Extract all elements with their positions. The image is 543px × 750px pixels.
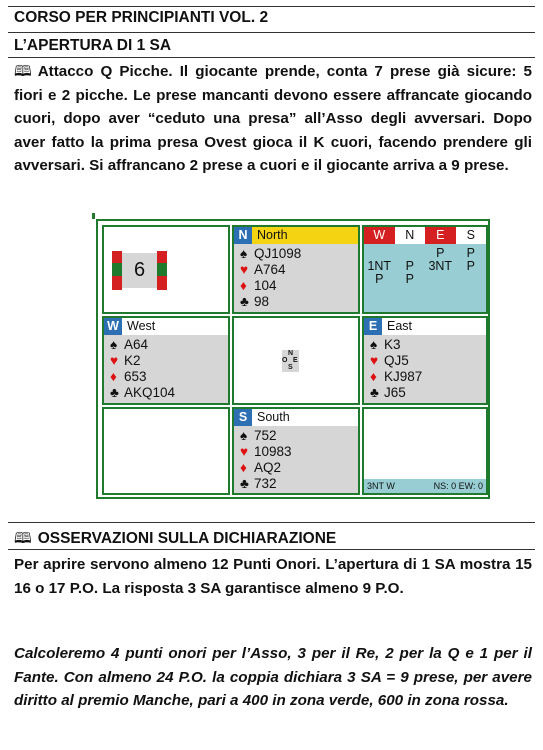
west-hearts	[110, 353, 141, 369]
west-diamonds	[110, 369, 147, 385]
north-dir: N	[234, 227, 252, 244]
club-icon: ♣	[110, 385, 119, 400]
bidding-box	[362, 225, 488, 314]
diamond-icon: ♦	[370, 369, 377, 384]
bid-cell: 1NT	[367, 259, 392, 273]
north-tag	[234, 227, 358, 244]
heart-icon: ♥	[240, 262, 249, 277]
intro-paragraph	[14, 60, 532, 178]
west-diamonds-cards: 653	[124, 369, 147, 384]
score-label: NS: 0 EW: 0	[433, 481, 483, 491]
heart-icon: ♥	[240, 444, 249, 459]
bidding-header	[364, 227, 486, 244]
south-clubs-cards: 732	[254, 476, 277, 491]
west-dir: W	[104, 318, 122, 335]
west-name: West	[127, 319, 156, 333]
bid-col-s: S	[466, 228, 475, 242]
bid-col-n: N	[405, 228, 415, 242]
west-clubs	[110, 385, 175, 401]
east-clubs-cards: J65	[384, 385, 406, 400]
diamond-icon: ♦	[110, 369, 117, 384]
compass-icon	[282, 350, 299, 372]
compass-e: E	[293, 357, 298, 364]
club-icon: ♣	[370, 385, 379, 400]
heart-icon: ♥	[370, 353, 379, 368]
east-name: East	[387, 319, 413, 333]
north-diamonds	[240, 278, 277, 294]
north-hearts	[240, 262, 286, 278]
east-hearts	[370, 353, 409, 369]
bid-row	[364, 273, 486, 286]
bid-cell: P	[436, 246, 445, 260]
west-hearts-cards: K2	[124, 353, 141, 368]
west-spades	[110, 337, 148, 353]
south-spades	[240, 428, 277, 444]
bid-cell: 3NT	[428, 259, 453, 273]
east-spades-cards: K3	[384, 337, 401, 352]
compass-n: N	[288, 350, 294, 357]
west-clubs-cards: AKQ104	[124, 385, 176, 400]
open-book-icon: 🕮	[14, 63, 32, 80]
bid-cell	[425, 273, 456, 286]
section2-paragraph-1: Per aprire servono almeno 12 Punti Onori. L’apertura di 1 SA mostra 15 16 o 17 P.O. La risposta 3 SA garantisce almeno 9 P.O.	[14, 556, 532, 597]
result-cell	[362, 407, 488, 495]
east-tag	[364, 318, 486, 335]
bid-cell	[456, 273, 487, 286]
bid-cell: P	[466, 246, 475, 260]
south-tag	[234, 409, 358, 426]
north-spades-cards: QJ1098	[254, 246, 302, 261]
south-dir: S	[234, 409, 252, 426]
club-icon: ♣	[240, 476, 249, 491]
compass-w: O	[282, 357, 288, 364]
south-hearts-cards: 10983	[254, 444, 292, 459]
bridge-deal-diagram	[92, 213, 498, 500]
north-hearts-cards: A764	[254, 262, 286, 277]
spade-icon: ♠	[370, 337, 378, 352]
bid-cell: P	[405, 272, 414, 286]
contract-status-bar	[364, 479, 486, 493]
bid-cell: P	[375, 272, 384, 286]
section2-bottom-rule	[8, 549, 535, 550]
spade-icon: ♠	[240, 428, 248, 443]
spade-icon: ♠	[240, 246, 248, 261]
club-icon: ♣	[240, 294, 249, 309]
open-book-icon: 🕮	[14, 530, 32, 547]
green-tab-right	[157, 263, 167, 276]
west-spades-cards: A64	[124, 337, 149, 352]
spade-icon: ♠	[110, 337, 118, 352]
hand-west	[102, 316, 230, 405]
top-rule	[8, 6, 535, 7]
hand-north	[232, 225, 360, 314]
diamond-icon: ♦	[240, 278, 247, 293]
table-center	[232, 316, 360, 405]
east-clubs	[370, 385, 406, 401]
east-dir: E	[364, 318, 382, 335]
board-info-cell	[102, 225, 230, 314]
diamond-icon: ♦	[240, 460, 247, 475]
bid-cell: P	[466, 259, 475, 273]
east-hearts-cards: QJ5	[384, 353, 409, 368]
north-clubs-cards: 98	[254, 294, 270, 309]
south-diamonds-cards: AQ2	[254, 460, 282, 475]
hand-east	[362, 316, 488, 405]
heart-icon: ♥	[110, 353, 119, 368]
south-hearts	[240, 444, 292, 460]
south-clubs	[240, 476, 277, 492]
board-number: 6	[122, 253, 157, 288]
course-title: CORSO PER PRINCIPIANTI VOL. 2	[14, 9, 269, 26]
green-tab-left	[112, 263, 122, 276]
contract-label: 3NT W	[367, 481, 395, 491]
bid-col-w: W	[364, 227, 395, 244]
east-spades	[370, 337, 401, 353]
west-tag	[104, 318, 228, 335]
section2-title-text: OSSERVAZIONI SULLA DICHIARAZIONE	[37, 530, 337, 547]
north-clubs	[240, 294, 269, 310]
east-diamonds	[370, 369, 422, 385]
title-rule	[8, 32, 535, 33]
south-name: South	[257, 410, 290, 424]
north-spades	[240, 246, 301, 262]
bid-cell: P	[405, 259, 414, 273]
lesson-subtitle: L’APERTURA DI 1 SA	[14, 37, 172, 54]
compass-s: S	[288, 364, 293, 371]
bid-col-e: E	[425, 227, 456, 244]
empty-cell	[102, 407, 230, 495]
south-diamonds	[240, 460, 281, 476]
deal-board	[96, 219, 490, 499]
east-diamonds-cards: KJ987	[384, 369, 423, 384]
subtitle-rule	[8, 57, 535, 58]
section2-top-rule	[8, 522, 535, 523]
south-spades-cards: 752	[254, 428, 277, 443]
hand-south	[232, 407, 360, 495]
diagram-tick	[92, 213, 95, 219]
north-name: North	[257, 228, 288, 242]
intro-text: Attacco Q Picche. Il giocante prende, conta 7 prese già sicure: 5 fiori e 2 picche. Le prese mancanti devono essere affrancate giocando cuori, dopo aver “ceduto una presa” all’Asso degli avversari. Dopo aver fatto la prima presa Ovest gioca il K cuori, facendo prendere gli avversari. Si affrancano 2 prese a cuori e il giocante arriva a 9 prese.	[14, 63, 532, 174]
north-diamonds-cards: 104	[254, 278, 277, 293]
section2-paragraph-2: Calcoleremo 4 punti onori per l’Asso, 3 per il Re, 2 per la Q e 1 per il Fante. Con almeno 24 P.O. la coppia dichiara 3 SA = 9 prese, per avere diritto al premio Manche, pari a 400 in zona verde, 600 in zona rossa.	[14, 645, 532, 709]
